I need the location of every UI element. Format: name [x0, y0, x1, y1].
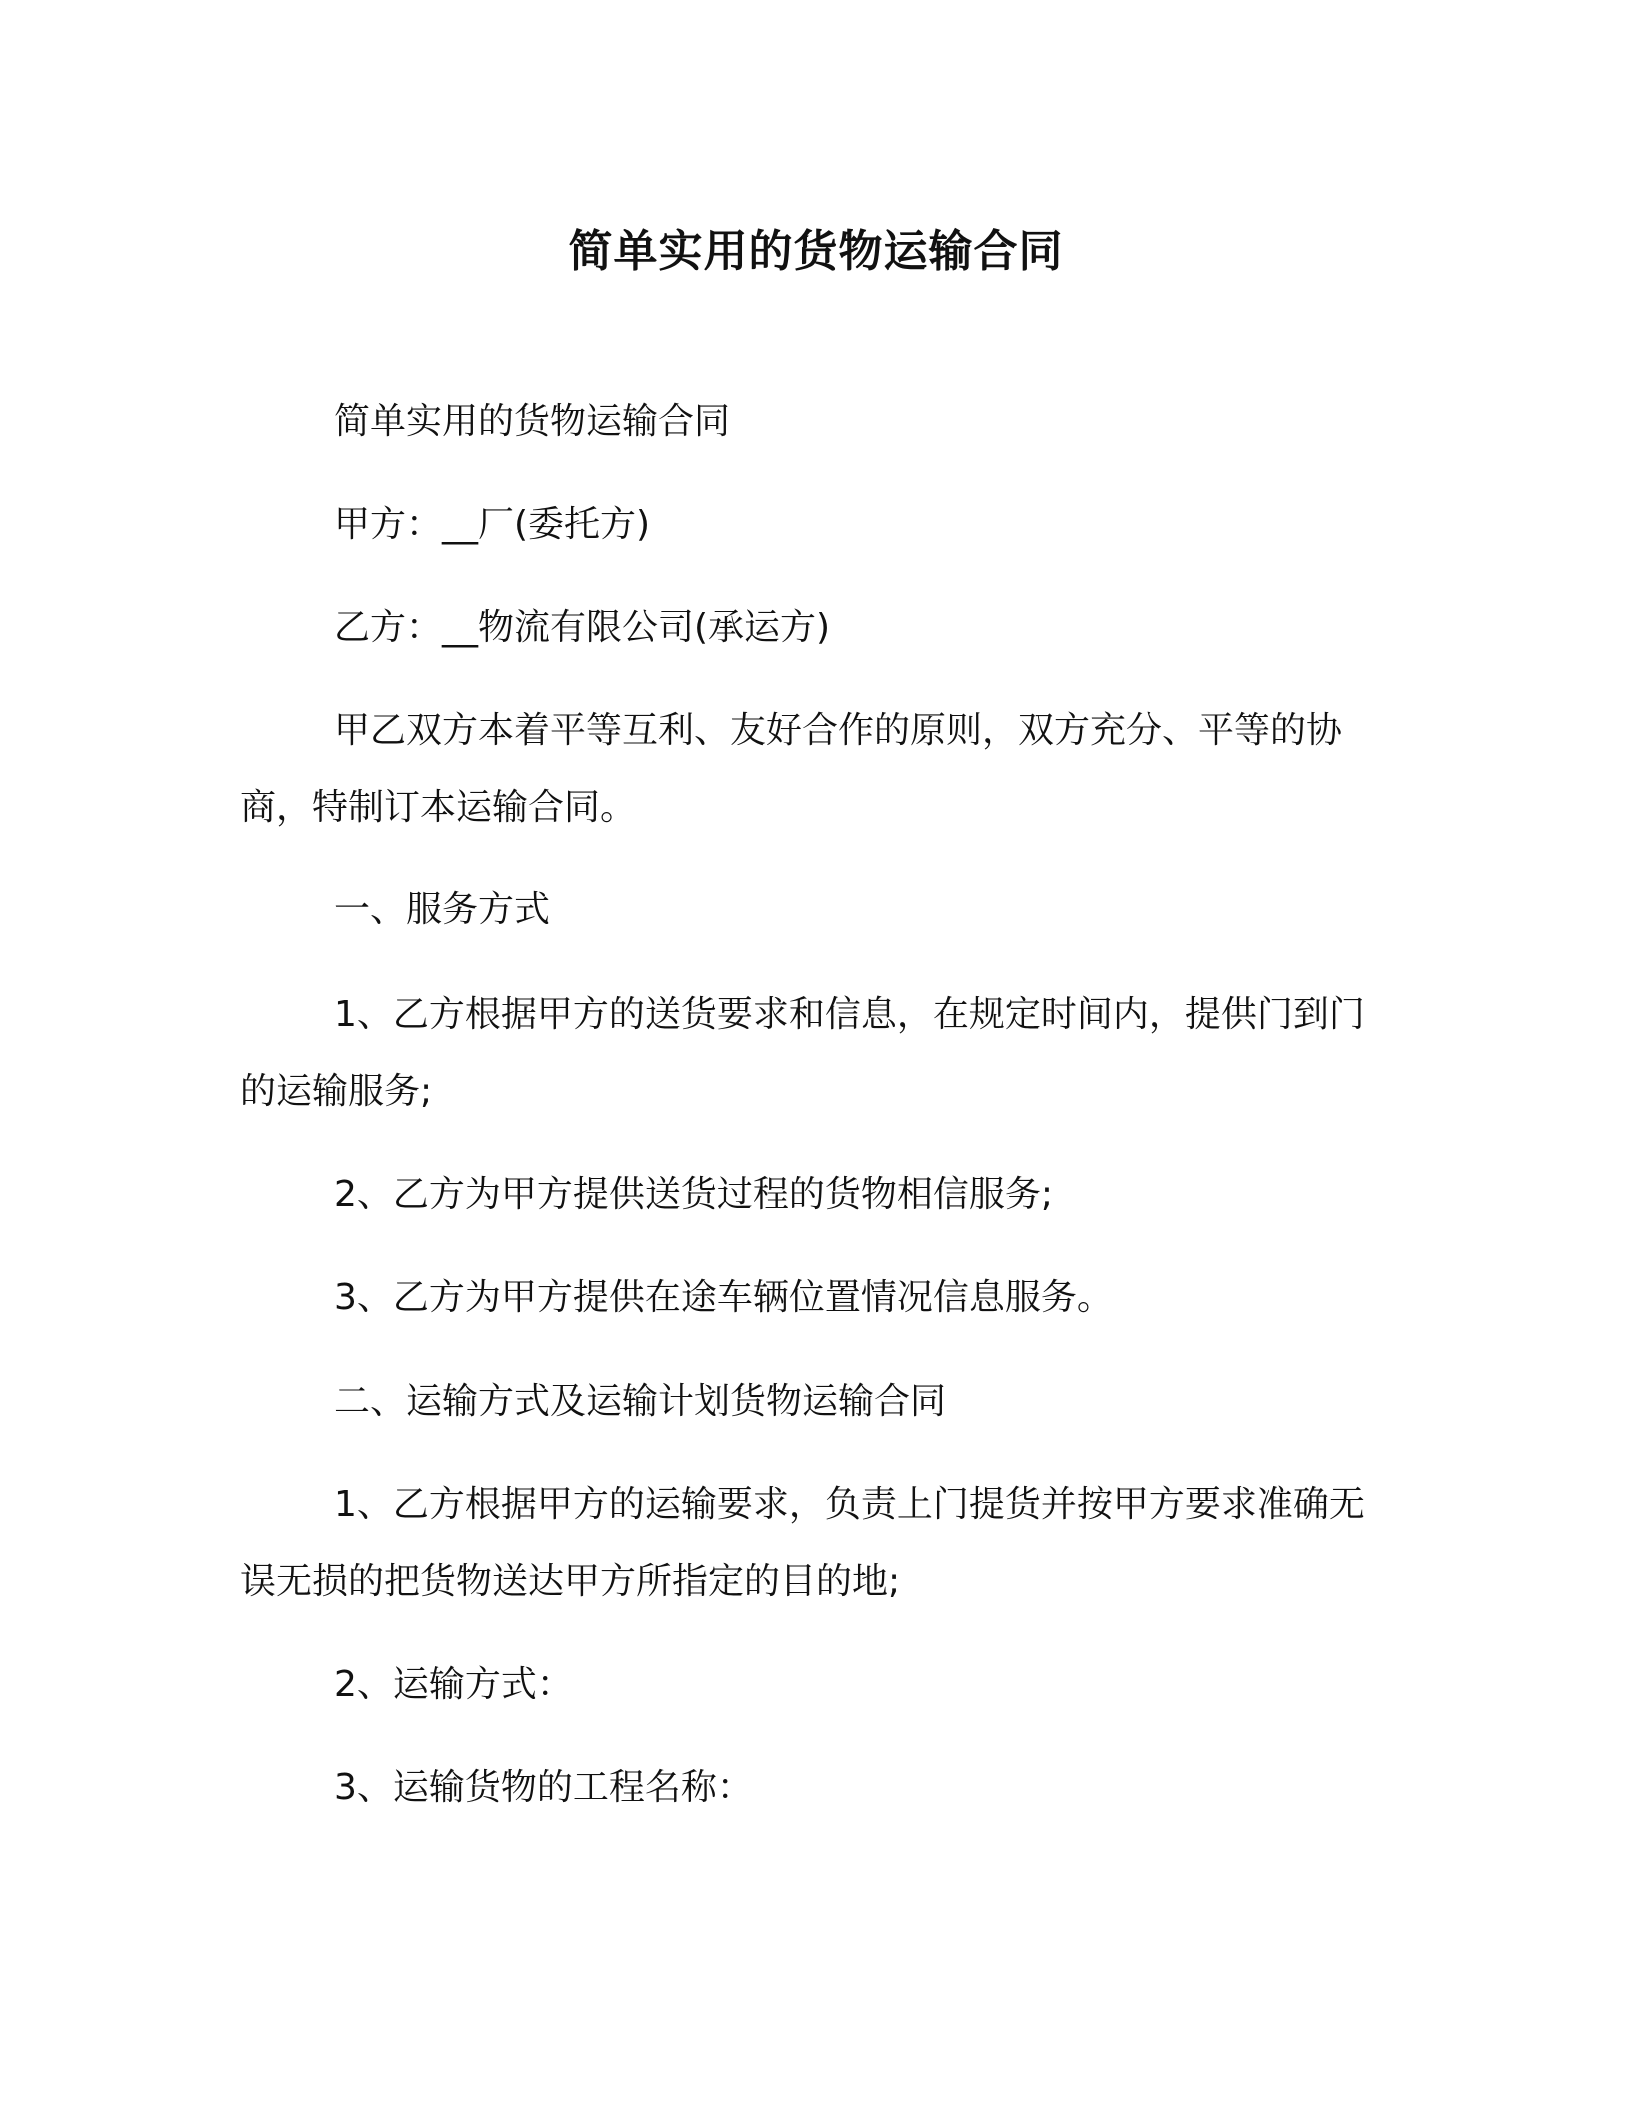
paragraph-transport-2: 2、运输方式： — [334, 1664, 573, 1705]
section-heading-service: 一、服务方式 — [334, 889, 551, 930]
document-title: 简单实用的货物运输合同 — [568, 226, 1064, 277]
paragraph-subtitle: 简单实用的货物运输合同 — [334, 401, 731, 442]
paragraph-party-b: 乙方：__物流有限公司(承运方) — [334, 607, 831, 648]
paragraph-transport-3: 3、运输货物的工程名称： — [334, 1767, 753, 1808]
paragraph-service-1: 1、乙方根据甲方的送货要求和信息，在规定时间内，提供门到门的运输服务; — [240, 994, 1365, 1112]
paragraph-service-3: 3、乙方为甲方提供在途车辆位置情况信息服务。 — [334, 1277, 1113, 1318]
paragraph-party-a: 甲方：__厂(委托方) — [334, 504, 651, 545]
paragraph-transport-1: 1、乙方根据甲方的运输要求，负责上门提货并按甲方要求准确无误无损的把货物送达甲方所指定的目的地; — [240, 1484, 1365, 1602]
paragraph-preamble: 甲乙双方本着平等互利、友好合作的原则，双方充分、平等的协商，特制订本运输合同。 — [240, 710, 1343, 828]
section-heading-transport: 二、运输方式及运输计划货物运输合同 — [334, 1381, 947, 1422]
paragraph-service-2: 2、乙方为甲方提供送货过程的货物相信服务; — [334, 1174, 1054, 1215]
